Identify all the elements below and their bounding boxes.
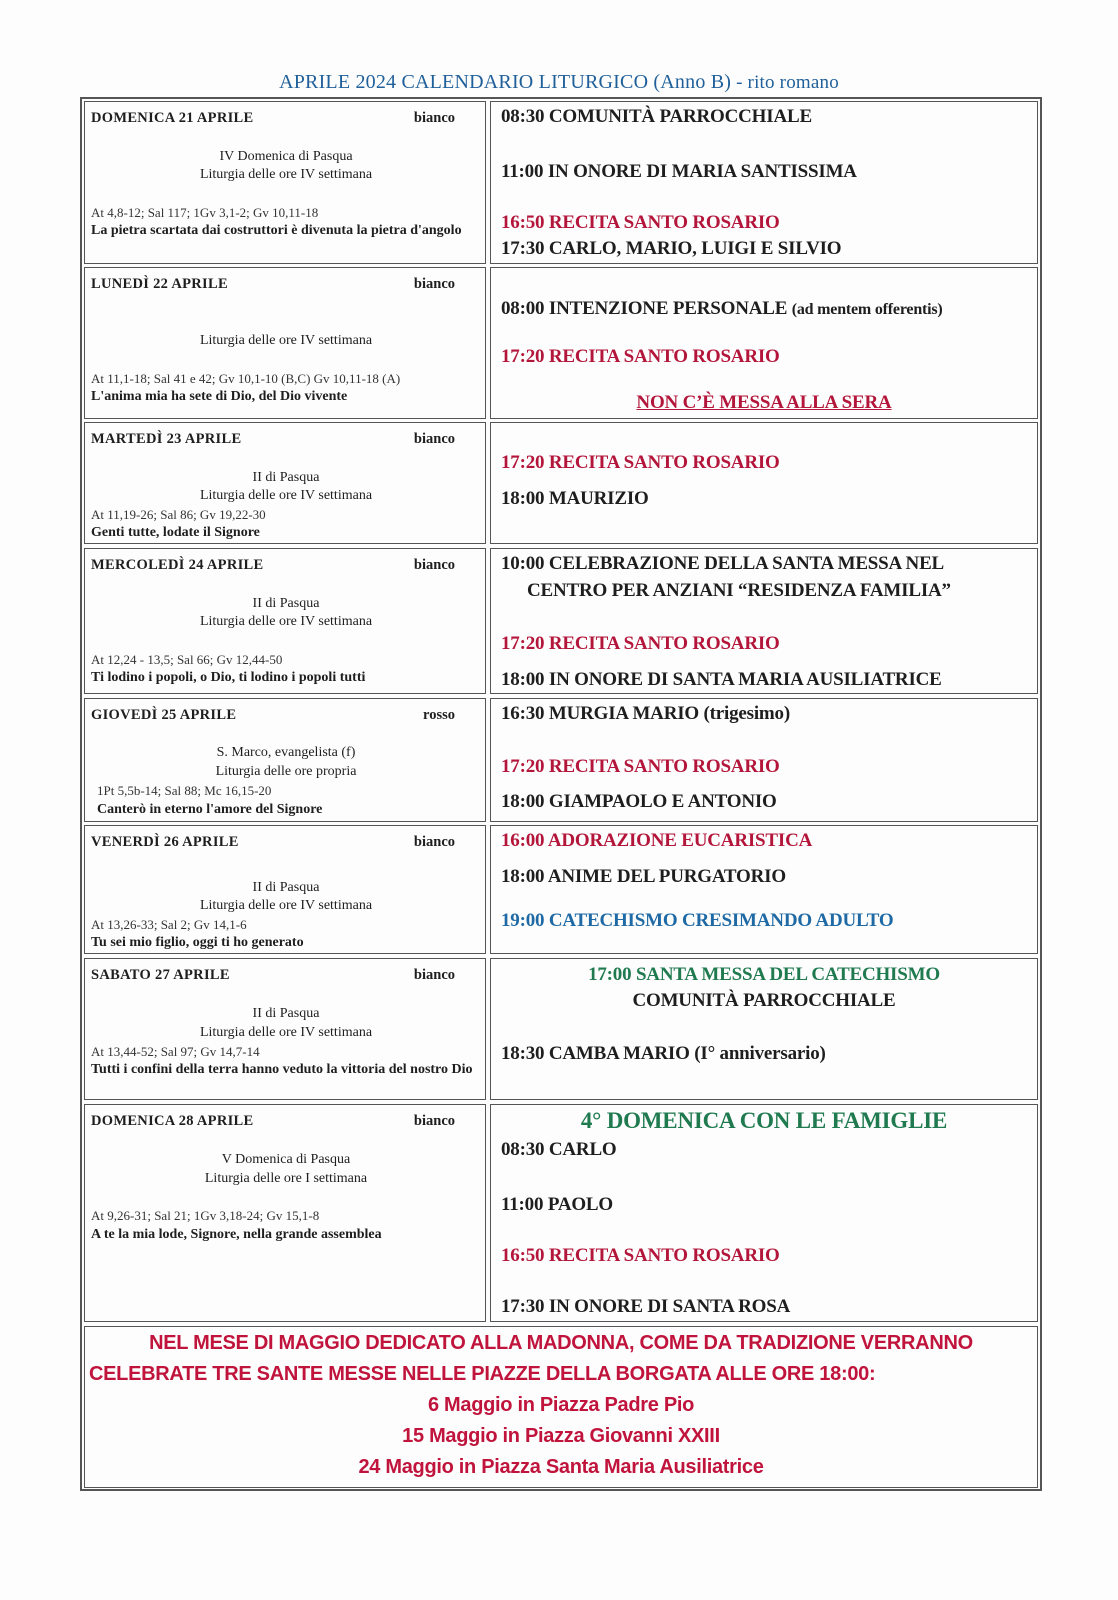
liturgy-line: Liturgia delle ore IV settimana	[199, 614, 373, 629]
events-cell	[490, 267, 1038, 419]
readings: At 11,19-26; Sal 86; Gv 19,22-30	[91, 507, 266, 522]
page-title	[0, 71, 1118, 94]
motto: A te la mia lode, Signore, nella grande assemblea	[91, 1227, 382, 1242]
readings: At 9,26-31; Sal 21; 1Gv 3,18-24; Gv 15,1-8	[91, 1208, 320, 1223]
liturgy-line: II di Pasqua	[252, 1006, 320, 1021]
title-main: APRILE 2024 CALENDARIO LITURGICO (Anno B)	[279, 71, 732, 93]
event-text: 08:00 INTENZIONE PERSONALE	[501, 298, 788, 319]
liturgical-color: bianco	[413, 967, 455, 983]
event-rosary: 17:20 RECITA SANTO ROSARIO	[501, 452, 780, 473]
readings: 1Pt 5,5b-14; Sal 88; Mc 16,15-20	[97, 783, 272, 798]
notice-date: 15 Maggio in Piazza Giovanni XXIII	[402, 1425, 720, 1447]
notice-line: NEL MESE DI MAGGIO DEDICATO ALLA MADONNA, COME DA TRADIZIONE VERRANNO	[149, 1332, 973, 1354]
day-heading: MARTEDÌ 23 APRILE	[91, 431, 242, 447]
events-cell	[490, 1104, 1038, 1322]
title-sub: - rito romano	[731, 72, 839, 93]
day-info-cell	[84, 267, 486, 419]
day-info-cell	[84, 422, 486, 544]
event: 17:30 IN ONORE DI SANTA ROSA	[501, 1296, 791, 1317]
day-row	[84, 958, 1038, 1100]
liturgy-line: II di Pasqua	[252, 880, 320, 895]
day-info-cell	[84, 825, 486, 954]
motto: La pietra scartata dai costruttori è divenuta la pietra d'angolo	[91, 223, 462, 238]
motto: Tutti i confini della terra hanno veduto la vittoria del nostro Dio	[91, 1062, 473, 1077]
day-row	[84, 825, 1038, 954]
event-rosary: 17:20 RECITA SANTO ROSARIO	[501, 633, 780, 654]
liturgical-color: bianco	[413, 110, 455, 126]
event-note: (ad mentem offerentis)	[791, 301, 943, 318]
day-heading: DOMENICA 21 APRILE	[91, 110, 254, 126]
event-rosary: 16:50 RECITA SANTO ROSARIO	[501, 1245, 780, 1266]
motto: Ti lodino i popoli, o Dio, ti lodino i popoli tutti	[91, 670, 366, 685]
event-continuation: COMUNITÀ PARROCCHIALE	[632, 990, 896, 1011]
day-heading: DOMENICA 28 APRILE	[91, 1113, 254, 1129]
liturgy-line: V Domenica di Pasqua	[221, 1152, 351, 1167]
event-rosary: 17:20 RECITA SANTO ROSARIO	[501, 756, 780, 777]
liturgy-line: Liturgia delle ore IV settimana	[199, 167, 373, 182]
event: 18:00 ANIME DEL PURGATORIO	[501, 866, 786, 887]
event: 18:00 GIAMPAOLO E ANTONIO	[501, 791, 777, 812]
liturgy-line: IV Domenica di Pasqua	[219, 149, 353, 164]
liturgy-line: II di Pasqua	[252, 596, 320, 611]
liturgy-line: Liturgia delle ore IV settimana	[199, 333, 373, 348]
event: 10:00 CELEBRAZIONE DELLA SANTA MESSA NEL	[501, 553, 945, 574]
event: 11:00 IN ONORE DI MARIA SANTISSIMA	[501, 161, 857, 182]
liturgy-line: Liturgia delle ore IV settimana	[199, 488, 373, 503]
notice-date: 24 Maggio in Piazza Santa Maria Ausiliatrice	[358, 1456, 764, 1478]
event: 11:00 PAOLO	[501, 1194, 613, 1215]
liturgical-color: rosso	[423, 707, 455, 723]
liturgy-line: S. Marco, evangelista (f)	[216, 745, 356, 760]
readings: At 13,26-33; Sal 2; Gv 14,1-6	[91, 917, 247, 932]
motto: Tu sei mio figlio, oggi ti ho generato	[91, 935, 304, 950]
notice-date: 6 Maggio in Piazza Padre Pio	[427, 1394, 695, 1416]
liturgical-color: bianco	[413, 276, 455, 292]
liturgy-line: Liturgia delle ore I settimana	[204, 1171, 368, 1186]
liturgical-color: bianco	[413, 834, 455, 850]
day-heading: MERCOLEDÌ 24 APRILE	[91, 557, 264, 573]
day-info-cell	[84, 548, 486, 694]
events-cell	[490, 825, 1038, 954]
event: 18:00 IN ONORE DI SANTA MARIA AUSILIATRICE	[501, 669, 942, 690]
motto: Genti tutte, lodate il Signore	[91, 525, 260, 540]
day-heading: VENERDÌ 26 APRILE	[91, 834, 239, 850]
day-heading: LUNEDÌ 22 APRILE	[91, 276, 228, 292]
day-row	[84, 698, 1038, 822]
events-cell	[490, 958, 1038, 1100]
day-row	[84, 1104, 1038, 1322]
day-row	[84, 101, 1038, 264]
event: 18:00 MAURIZIO	[501, 488, 649, 509]
day-row	[84, 422, 1038, 544]
event	[501, 298, 943, 320]
event-rosary: 17:20 RECITA SANTO ROSARIO	[501, 346, 780, 367]
day-row	[84, 548, 1038, 694]
event: 16:30 MURGIA MARIO (trigesimo)	[501, 703, 790, 724]
day-heading: GIOVEDÌ 25 APRILE	[91, 707, 237, 723]
day-heading: SABATO 27 APRILE	[91, 967, 230, 983]
readings: At 12,24 - 13,5; Sal 66; Gv 12,44-50	[91, 652, 283, 667]
liturgy-line: Liturgia delle ore IV settimana	[199, 1025, 373, 1040]
motto: L'anima mia ha sete di Dio, del Dio vivente	[91, 389, 348, 404]
no-mass-notice: NON C’È MESSA ALLA SERA	[636, 392, 892, 413]
event-rosary: 16:50 RECITA SANTO ROSARIO	[501, 212, 780, 233]
day-info-cell	[84, 958, 486, 1100]
event-catechism: 19:00 CATECHISMO CRESIMANDO ADULTO	[501, 910, 894, 931]
day-info-cell	[84, 101, 486, 264]
event-continuation: CENTRO PER ANZIANI “RESIDENZA FAMILIA”	[527, 580, 951, 601]
liturgical-color: bianco	[413, 431, 455, 447]
events-cell	[490, 101, 1038, 264]
event-catechism-mass: 17:00 SANTA MESSA DEL CATECHISMO	[588, 964, 940, 985]
event: 17:30 CARLO, MARIO, LUIGI E SILVIO	[501, 238, 842, 259]
may-notice	[84, 1326, 1038, 1488]
day-info-cell	[84, 1104, 486, 1322]
event: 08:30 CARLO	[501, 1139, 617, 1160]
day-info-cell	[84, 698, 486, 822]
readings: At 11,1-18; Sal 41 e 42; Gv 10,1-10 (B,C) Gv 10,11-18 (A)	[91, 371, 401, 386]
events-cell	[490, 698, 1038, 822]
day-row	[84, 267, 1038, 419]
event-family-sunday: 4° DOMENICA CON LE FAMIGLIE	[580, 1108, 948, 1133]
liturgical-color: bianco	[413, 557, 455, 573]
events-cell	[490, 548, 1038, 694]
readings: At 13,44-52; Sal 97; Gv 14,7-14	[91, 1044, 260, 1059]
event-adoration: 16:00 ADORAZIONE EUCARISTICA	[501, 830, 813, 851]
event: 08:30 COMUNITÀ PARROCCHIALE	[501, 106, 812, 127]
events-cell	[490, 422, 1038, 544]
liturgy-line: Liturgia delle ore IV settimana	[199, 898, 373, 913]
readings: At 4,8-12; Sal 117; 1Gv 3,1-2; Gv 10,11-18	[91, 205, 319, 220]
liturgical-color: bianco	[413, 1113, 455, 1129]
liturgy-line: Liturgia delle ore propria	[215, 764, 357, 779]
event: 18:30 CAMBA MARIO (I° anniversario)	[501, 1043, 826, 1064]
liturgy-line: II di Pasqua	[252, 470, 320, 485]
notice-line: CELEBRATE TRE SANTE MESSE NELLE PIAZZE DELLA BORGATA ALLE ORE 18:00:	[89, 1363, 876, 1385]
motto: Canterò in eterno l'amore del Signore	[97, 802, 323, 817]
